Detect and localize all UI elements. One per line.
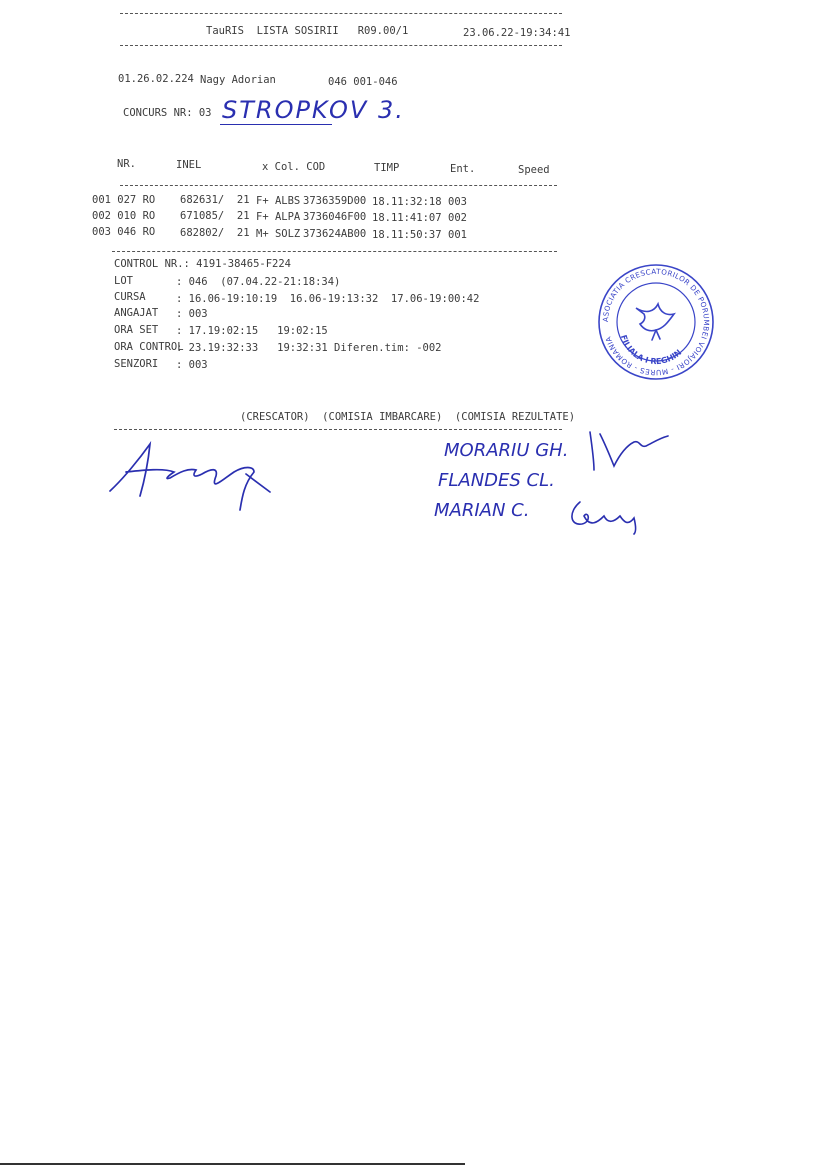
cell-timp: 18.11:50:37	[372, 229, 442, 241]
lot-value: : 046 (07.04.22-21:18:34)	[176, 276, 341, 288]
column-header-inel: INEL	[176, 159, 202, 171]
participant-code: 01.26.02.224	[118, 73, 194, 85]
header-rule	[120, 45, 562, 46]
ora-set-value: : 17.19:02:15 19:02:15	[176, 325, 328, 337]
cell-timp: 18.11:41:07	[372, 212, 442, 224]
senzori-label: SENZORI	[114, 358, 159, 370]
report-datetime: 23.06.22-19:34:41	[463, 27, 571, 39]
cell-nr: 002 010 RO	[92, 210, 156, 222]
column-header-timp: TIMP	[374, 162, 400, 174]
cell-col: M+ SOLZ	[256, 228, 301, 240]
control-nr: CONTROL NR.: 4191-38465-F224	[114, 258, 292, 270]
table-bottom-rule	[112, 251, 557, 252]
cell-cod: 373624AB00	[303, 228, 367, 240]
report-title: TauRIS LISTA SOSIRII R09.00/1	[206, 25, 409, 37]
contest-label: CONCURS NR: 03	[123, 107, 212, 119]
ora-control-value: : 23.19:32:33 19:32:31 Diferen.tim: -002	[176, 342, 442, 354]
column-header-nr: NR.	[117, 158, 136, 170]
cell-cod: 3736046F00	[303, 211, 367, 223]
committee-name-3: MARIAN C.	[434, 500, 530, 521]
ora-set-label: ORA SET	[114, 324, 159, 336]
column-header-speed: Speed	[518, 164, 550, 176]
table-header-rule	[120, 185, 557, 186]
cell-col: F+ ALBS	[256, 195, 301, 207]
column-header-col-cod: x Col. COD	[262, 161, 326, 173]
angajat-label: ANGAJAT	[114, 307, 159, 319]
stamp-inner-text: FILIALA I REGHIN	[618, 333, 684, 367]
cell-inel: 682802/ 21	[180, 227, 250, 239]
crescator-signature	[104, 436, 294, 516]
page-bottom-edge	[0, 1163, 465, 1165]
cell-nr: 001 027 RO	[92, 194, 156, 206]
committee-signature-3	[564, 498, 648, 536]
cell-inel: 682631/ 21	[180, 194, 250, 206]
committee-name-1: MORARIU GH.	[444, 440, 569, 461]
participant-name: Nagy Adorian	[200, 74, 276, 86]
cell-timp: 18.11:32:18	[372, 196, 442, 208]
senzori-value: : 003	[176, 359, 208, 371]
top-rule	[120, 13, 562, 14]
contest-place-handwritten: STROPKOV 3.	[222, 96, 405, 124]
cell-ent: 001	[448, 229, 467, 241]
cell-cod: 3736359D00	[303, 195, 367, 207]
committee-name-2: FLANDES CL.	[438, 470, 555, 491]
stamp-outer-text: ASOCIATIA CRESCATORILOR DE PORUMBEI VOIAJORI - MURES - ROMANIA	[600, 266, 712, 378]
ora-control-label: ORA CONTROL	[114, 341, 184, 353]
contest-place-underline	[220, 124, 332, 125]
cell-inel: 671085/ 21	[180, 210, 250, 222]
angajat-value: : 003	[176, 308, 208, 320]
cell-col: F+ ALPA	[256, 211, 301, 223]
participant-range: 046 001-046	[328, 76, 398, 88]
cell-ent: 002	[448, 212, 467, 224]
association-stamp	[596, 262, 716, 382]
committee-signature-1	[580, 426, 676, 474]
lot-label: LOT	[114, 275, 133, 287]
cursa-label: CURSA	[114, 291, 146, 303]
dove-icon	[636, 304, 674, 340]
cell-ent: 003	[448, 196, 467, 208]
cell-nr: 003 046 RO	[92, 226, 156, 238]
cursa-value: : 16.06-19:10:19 16.06-19:13:32 17.06-19:00:42	[176, 293, 480, 305]
column-header-ent: Ent.	[450, 163, 476, 175]
signature-roles: (CRESCATOR) (COMISIA IMBARCARE) (COMISIA REZULTATE)	[240, 411, 576, 423]
signature-rule	[114, 429, 562, 430]
